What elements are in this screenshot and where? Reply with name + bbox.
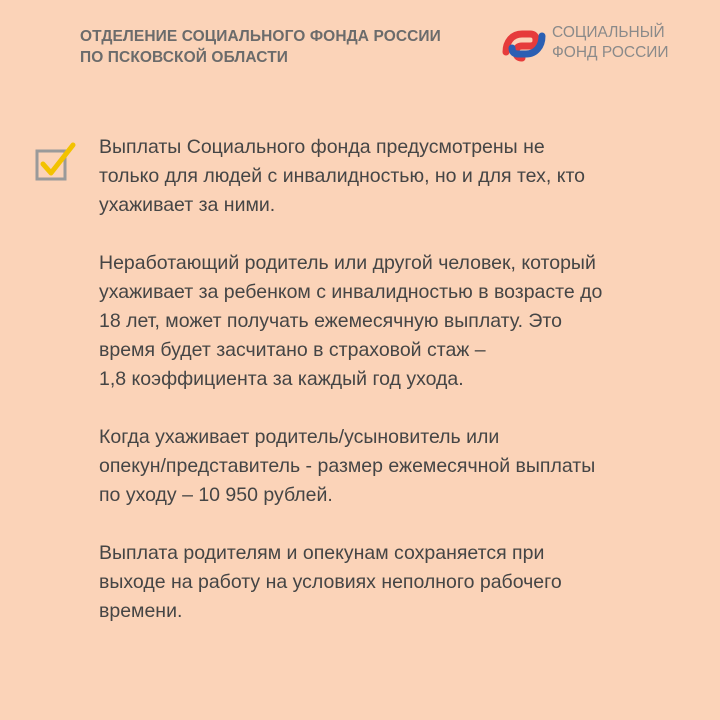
main-text xyxy=(99,133,699,655)
social-fund-logo-icon xyxy=(500,22,548,66)
paragraph-2: Неработающий родитель или другой человек, который ухаживает за ребенком с инвалидностью в возрасте до 18 лет, может получать ежемесячную выплату. Это время будет засчитано в страховой стаж – 1,8 коэффициента за каждый год ухода. xyxy=(99,252,603,390)
checkbox-check-icon xyxy=(34,140,78,184)
social-fund-logo xyxy=(500,20,710,68)
header-line-1: ОТДЕЛЕНИЕ СОЦИАЛЬНОГО ФОНДА РОССИИ xyxy=(80,28,441,45)
paragraph-3: Когда ухаживает родитель/усыновитель или опекун/представитель - размер ежемесячной выплаты по уходу – 10 950 рублей. xyxy=(99,426,596,506)
paragraph-4: Выплата родителям и опекунам сохраняется при выходе на работу на условиях неполного рабочего времени. xyxy=(99,542,562,622)
organization-header xyxy=(80,26,441,68)
logo-text xyxy=(552,23,669,63)
logo-text-line-2: ФОНД РОССИИ xyxy=(552,44,669,61)
logo-text-line-1: СОЦИАЛЬНЫЙ xyxy=(552,24,665,41)
header-line-2: ПО ПСКОВСКОЙ ОБЛАСТИ xyxy=(80,49,289,66)
paragraph-1: Выплаты Социального фонда предусмотрены не только для людей с инвалидностью, но и для тех, кто ухаживает за ними. xyxy=(99,136,585,216)
